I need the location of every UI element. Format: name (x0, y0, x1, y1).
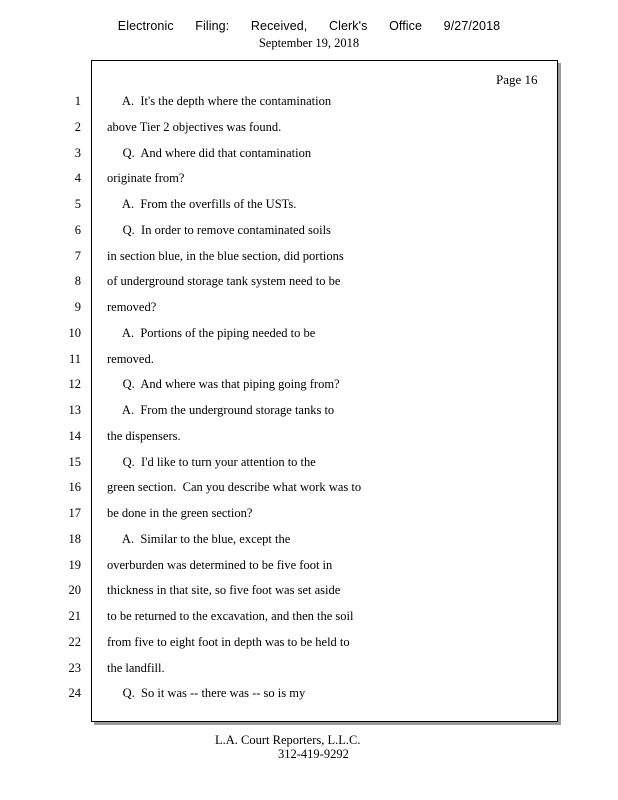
line-number: 21 (68, 609, 81, 623)
line-text: originate from? (107, 171, 185, 185)
stamp-word: Electronic (117, 19, 174, 33)
filing-stamp (0, 19, 618, 33)
line-text: in section blue, in the blue section, did portions (107, 249, 344, 263)
line-text: Q. And where was that piping going from? (107, 377, 340, 391)
line-number: 14 (68, 429, 81, 443)
line-number: 23 (68, 661, 81, 675)
line-number: 15 (68, 455, 81, 469)
line-text: Q. And where did that contamination (107, 146, 312, 160)
line-number: 4 (74, 171, 81, 185)
stamp-word: Clerk's (328, 19, 368, 33)
line-text: removed. (107, 352, 154, 366)
footer-phone: 312-419-9292 (278, 747, 349, 761)
line-number: 3 (74, 146, 81, 160)
line-text: A. Similar to the blue, except the (107, 532, 291, 546)
line-number: 11 (68, 352, 81, 366)
line-text: Q. So it was -- there was -- so is my (107, 686, 306, 700)
line-number: 24 (68, 686, 81, 700)
line-number: 16 (68, 480, 81, 494)
line-number: 19 (68, 558, 81, 572)
stamp-date: September 19, 2018 (258, 36, 360, 50)
stamp-word: Filing: (195, 19, 230, 33)
line-number: 2 (74, 120, 81, 134)
line-text: of underground storage tank system need to be (107, 274, 341, 288)
line-text: A. It's the depth where the contamination (107, 94, 332, 108)
line-text: the dispensers. (107, 429, 181, 443)
line-number: 5 (74, 197, 81, 211)
line-text: the landfill. (107, 661, 165, 675)
line-number: 12 (68, 377, 81, 391)
line-number: 20 (68, 583, 81, 597)
stamp-word: Office (389, 19, 423, 33)
stamp-word: 9/27/2018 (443, 19, 501, 33)
line-number: 7 (74, 249, 81, 263)
line-text: A. From the overfills of the USTs. (107, 197, 297, 211)
line-text: be done in the green section? (107, 506, 253, 520)
line-text: above Tier 2 objectives was found. (107, 120, 282, 134)
line-number: 10 (68, 326, 81, 340)
page-number: Page 16 (496, 72, 538, 87)
line-number: 13 (68, 403, 81, 417)
footer-company: L.A. Court Reporters, L.L.C. (215, 733, 361, 747)
line-text: to be returned to the excavation, and then the soil (107, 609, 354, 623)
line-text: thickness in that site, so five foot was set aside (107, 583, 341, 597)
line-text: A. From the underground storage tanks to (107, 403, 335, 417)
line-number: 17 (68, 506, 81, 520)
line-number: 9 (74, 300, 81, 314)
line-number: 22 (68, 635, 81, 649)
line-number: 1 (74, 94, 81, 108)
line-number: 6 (74, 223, 81, 237)
line-text: Q. I'd like to turn your attention to the (107, 455, 316, 469)
line-text: green section. Can you describe what work was to (107, 480, 362, 494)
stamp-word: Received, (250, 19, 308, 33)
line-text: from five to eight foot in depth was to be held to (107, 635, 350, 649)
line-text: A. Portions of the piping needed to be (107, 326, 316, 340)
line-number: 8 (74, 274, 81, 288)
line-number: 18 (68, 532, 81, 546)
line-text: removed? (107, 300, 157, 314)
line-text: overburden was determined to be five foot in (107, 558, 333, 572)
line-text: Q. In order to remove contaminated soils (107, 223, 331, 237)
